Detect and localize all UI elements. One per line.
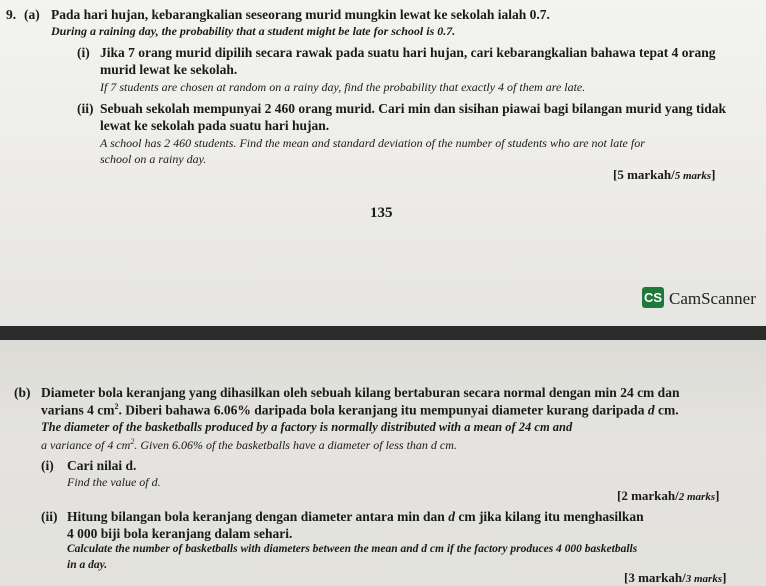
part-b-i-marks	[617, 488, 719, 504]
marks-en: 5 marks	[674, 170, 712, 182]
part-a-ii-en-line1: A school has 2 460 students. Find the mean and standard deviation of the number of students who are not late for	[100, 136, 645, 150]
part-a-ii-ms-line1: Sebuah sekolah mempunyai 2 460 orang murid. Cari min dan sisihan piawai bagi bilangan murid yang tidak	[100, 101, 727, 116]
camscanner-logo: CS	[642, 287, 664, 308]
page-separator-band	[0, 326, 766, 340]
part-a-ii-ms-line2: lewat ke sekolah pada suatu hari hujan.	[100, 118, 330, 133]
marks-close: ]	[711, 167, 716, 182]
part-b-ii-label: (ii)	[41, 509, 58, 524]
ms-line2-a: varians 4 cm	[41, 402, 115, 418]
marks-close: ]	[715, 488, 720, 503]
ms-line2-sup: 2	[114, 402, 119, 411]
part-a-ii-en-line2: school on a rainy day.	[100, 152, 207, 166]
part-b-ms-line1: Diameter bola keranjang yang dihasilkan oleh sebuah kilang bertaburan secara normal dengan min 24 cm dan	[41, 385, 680, 400]
marks-ms: [5 markah/	[613, 167, 675, 182]
en-line2-a: a variance of 4 cm	[41, 438, 131, 452]
marks-en: 2 marks	[678, 491, 716, 503]
page-number: 135	[370, 205, 393, 221]
part-a-i-ms-line1: Jika 7 orang murid dipilih secara rawak pada suatu hari hujan, cari kebarangkalian bahawa tepat 4 orang	[100, 45, 716, 60]
en-line2-sup: 2	[130, 437, 135, 446]
ms-line1-d: d	[448, 509, 455, 524]
en-line2-b: . Given 6.06% of the basketballs have a diameter of less than d cm.	[134, 438, 457, 452]
marks-ms: [3 markah/	[624, 570, 686, 585]
part-b-ii-ms-line2: 4 000 biji bola keranjang dalam sehari.	[67, 526, 293, 541]
part-b-ii-en-line2: in a day.	[67, 559, 108, 571]
part-b-ii-ms-line1	[67, 509, 644, 525]
marks-close: ]	[722, 570, 727, 585]
part-a-i-label: (i)	[77, 45, 90, 60]
camscanner-label: CamScanner	[669, 289, 756, 308]
ms-line2-c: cm.	[654, 402, 679, 418]
part-a-marks	[613, 167, 715, 183]
part-b-i-ms: Cari nilai d.	[67, 458, 137, 473]
ms-line2-b: . Diberi bahawa 6.06% daripada bola keranjang itu mempunyai diameter kurang daripada	[118, 402, 648, 418]
part-b-ms-line2	[41, 402, 679, 419]
marks-en: 3 marks	[685, 573, 723, 585]
part-b-en-line2	[41, 437, 457, 453]
part-a-i-ms-line2: murid lewat ke sekolah.	[100, 62, 238, 77]
ms-line1-a: Hitung bilangan bola keranjang dengan diameter antara min dan	[67, 509, 449, 524]
marks-ms: [2 markah/	[617, 488, 679, 503]
part-a-stem-ms: Pada hari hujan, kebarangkalian seseorang murid mungkin lewat ke sekolah ialah 0.7.	[51, 7, 550, 22]
part-a-stem-en: During a raining day, the probability that a student might be late for school is 0.7.	[51, 24, 456, 38]
part-a-ii-label: (ii)	[77, 101, 94, 116]
part-b-i-en: Find the value of d.	[67, 475, 161, 489]
question-number: 9.	[6, 7, 17, 22]
part-b-label: (b)	[14, 385, 31, 400]
part-b-ii-marks	[624, 570, 726, 586]
part-b-en-line1: The diameter of the basketballs produced by a factory is normally distributed with a mean of 24 cm and	[41, 420, 573, 434]
ms-line2-d: d	[647, 402, 655, 418]
ms-line1-b: cm jika kilang itu menghasilkan	[454, 509, 644, 524]
part-a-i-en: If 7 students are chosen at random on a rainy day, find the probability that exactly 4 of them are late.	[100, 80, 586, 94]
part-a-label: (a)	[24, 7, 40, 22]
part-b-i-label: (i)	[41, 458, 54, 473]
part-b-ii-en-line1: Calculate the number of basketballs with diameters between the mean and d cm if the factory produces 4 000 basketballs	[67, 543, 638, 555]
